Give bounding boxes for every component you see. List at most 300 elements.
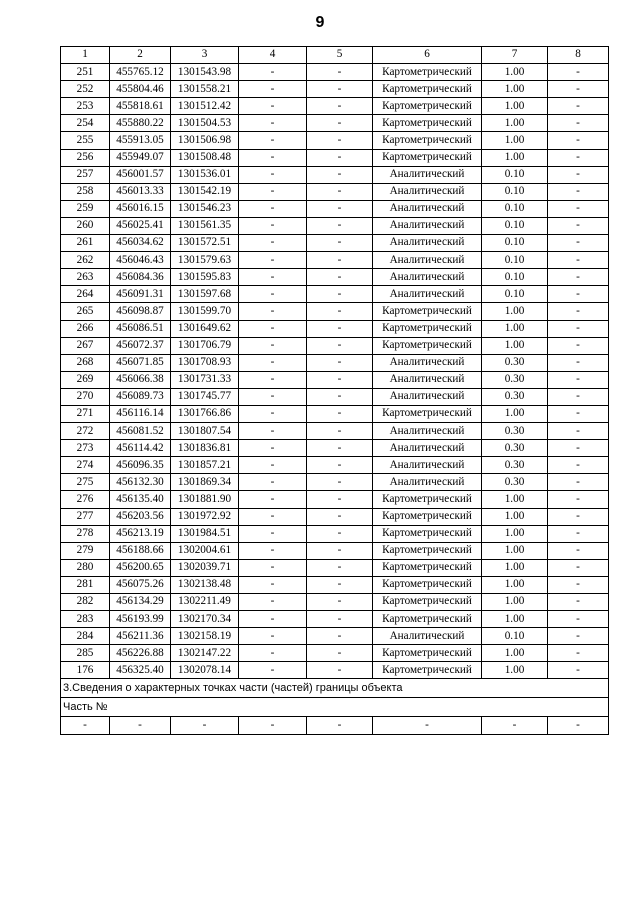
table-row (61, 576, 609, 593)
table-row (61, 559, 609, 576)
table-cell-col5: - (307, 576, 373, 593)
table-cell-col4: - (239, 662, 307, 679)
table-cell-col3: 1302138.48 (171, 576, 239, 593)
table-cell-col2: 455818.61 (110, 98, 171, 115)
coordinates-table (60, 46, 609, 735)
table-cell-col3: 1301857.21 (171, 457, 239, 474)
table-cell-col3: 1301504.53 (171, 115, 239, 132)
table-cell-col8: - (548, 542, 609, 559)
table-cell-col4: - (239, 491, 307, 508)
table-cell-col1: 267 (61, 337, 110, 354)
table-cell-col1: 258 (61, 183, 110, 200)
table-cell-col2: 456213.19 (110, 525, 171, 542)
table-cell-col7: 0.10 (482, 628, 548, 645)
table-cell-col6: Аналитический (373, 269, 482, 286)
table-cell-col3: 1301543.98 (171, 64, 239, 81)
table-cell-col3: 1302170.34 (171, 611, 239, 628)
table-cell-col1: 268 (61, 354, 110, 371)
table-cell-col3: 1301597.68 (171, 286, 239, 303)
table-cell-col3: 1302004.61 (171, 542, 239, 559)
table-row (61, 457, 609, 474)
table-cell-col5: - (307, 269, 373, 286)
table-cell-col7: 1.00 (482, 64, 548, 81)
table-cell-col2: 456134.29 (110, 594, 171, 611)
table-cell-col6: Картометрический (373, 337, 482, 354)
table-cell-col3: 1301706.79 (171, 337, 239, 354)
table-cell-col3: 1302039.71 (171, 559, 239, 576)
table-cell-col2: 456188.66 (110, 542, 171, 559)
table-cell-col4: - (239, 217, 307, 234)
table-cell-col4: - (239, 645, 307, 662)
table-cell-col2: 455765.12 (110, 64, 171, 81)
table-cell-col2: 456081.52 (110, 423, 171, 440)
table-cell-col4: - (239, 269, 307, 286)
table-cell-col8: - (548, 183, 609, 200)
empty-cell-col1: - (61, 717, 110, 734)
table-cell-col3: 1302147.22 (171, 645, 239, 662)
table-cell-col4: - (239, 388, 307, 405)
table-cell-col4: - (239, 200, 307, 217)
table-cell-col4: - (239, 559, 307, 576)
table-cell-col6: Аналитический (373, 388, 482, 405)
table-cell-col1: 265 (61, 303, 110, 320)
table-cell-col7: 1.00 (482, 594, 548, 611)
table-cell-col7: 1.00 (482, 542, 548, 559)
table-cell-col2: 456034.62 (110, 235, 171, 252)
table-row (61, 166, 609, 183)
empty-data-row (61, 717, 609, 734)
table-cell-col5: - (307, 81, 373, 98)
table-cell-col1: 285 (61, 645, 110, 662)
table-cell-col7: 0.10 (482, 217, 548, 234)
table-cell-col6: Картометрический (373, 594, 482, 611)
table-cell-col1: 259 (61, 200, 110, 217)
table-cell-col7: 1.00 (482, 115, 548, 132)
table-cell-col7: 0.30 (482, 440, 548, 457)
table-cell-col2: 456071.85 (110, 354, 171, 371)
table-cell-col3: 1301972.92 (171, 508, 239, 525)
table-cell-col2: 456072.37 (110, 337, 171, 354)
table-cell-col7: 0.30 (482, 474, 548, 491)
table-cell-col1: 251 (61, 64, 110, 81)
table-cell-col7: 1.00 (482, 491, 548, 508)
table-cell-col2: 456096.35 (110, 457, 171, 474)
table-cell-col5: - (307, 371, 373, 388)
table-cell-col1: 260 (61, 217, 110, 234)
table-cell-col1: 276 (61, 491, 110, 508)
table-cell-col3: 1301731.33 (171, 371, 239, 388)
section3-heading: 3.Сведения о характерных точках части (частей) границы объекта (61, 679, 609, 698)
table-cell-col3: 1301599.70 (171, 303, 239, 320)
table-cell-col4: - (239, 320, 307, 337)
table-cell-col2: 456211.36 (110, 628, 171, 645)
table-cell-col4: - (239, 440, 307, 457)
table-cell-col6: Аналитический (373, 474, 482, 491)
table-cell-col8: - (548, 354, 609, 371)
table-cell-col7: 1.00 (482, 405, 548, 422)
table-cell-col6: Аналитический (373, 628, 482, 645)
table-cell-col1: 252 (61, 81, 110, 98)
table-cell-col6: Картометрический (373, 508, 482, 525)
table-cell-col6: Картометрический (373, 149, 482, 166)
table-row (61, 303, 609, 320)
table-cell-col6: Картометрический (373, 525, 482, 542)
table-cell-col8: - (548, 98, 609, 115)
table-cell-col7: 0.10 (482, 183, 548, 200)
table-cell-col1: 270 (61, 388, 110, 405)
table-cell-col4: - (239, 98, 307, 115)
table-cell-col1: 254 (61, 115, 110, 132)
table-cell-col5: - (307, 388, 373, 405)
table-cell-col5: - (307, 337, 373, 354)
table-cell-col4: - (239, 405, 307, 422)
table-cell-col1: 272 (61, 423, 110, 440)
table-cell-col4: - (239, 457, 307, 474)
table-cell-col6: Картометрический (373, 64, 482, 81)
table-cell-col8: - (548, 149, 609, 166)
table-cell-col1: 256 (61, 149, 110, 166)
table-cell-col4: - (239, 149, 307, 166)
table-cell-col2: 456193.99 (110, 611, 171, 628)
table-cell-col8: - (548, 166, 609, 183)
column-header-3: 3 (171, 47, 239, 64)
table-cell-col4: - (239, 594, 307, 611)
part-label-row (61, 698, 609, 717)
table-cell-col4: - (239, 525, 307, 542)
table-cell-col7: 0.10 (482, 235, 548, 252)
empty-cell-col6: - (373, 717, 482, 734)
table-cell-col8: - (548, 594, 609, 611)
table-cell-col1: 263 (61, 269, 110, 286)
table-cell-col7: 1.00 (482, 559, 548, 576)
table-cell-col5: - (307, 303, 373, 320)
table-cell-col5: - (307, 166, 373, 183)
table-cell-col1: 282 (61, 594, 110, 611)
table-cell-col6: Аналитический (373, 166, 482, 183)
table-cell-col2: 456325.40 (110, 662, 171, 679)
table-row (61, 235, 609, 252)
table-cell-col5: - (307, 559, 373, 576)
table-cell-col1: 284 (61, 628, 110, 645)
table-cell-col5: - (307, 217, 373, 234)
table-cell-col5: - (307, 525, 373, 542)
table-row (61, 423, 609, 440)
table-cell-col3: 1301836.81 (171, 440, 239, 457)
table-cell-col8: - (548, 559, 609, 576)
table-cell-col4: - (239, 371, 307, 388)
table-cell-col5: - (307, 235, 373, 252)
table-cell-col2: 455804.46 (110, 81, 171, 98)
table-cell-col3: 1301572.51 (171, 235, 239, 252)
table-cell-col5: - (307, 662, 373, 679)
page-number: 9 (315, 14, 325, 31)
table-cell-col3: 1301807.54 (171, 423, 239, 440)
table-cell-col3: 1301766.86 (171, 405, 239, 422)
table-cell-col7: 0.30 (482, 388, 548, 405)
empty-cell-col8: - (548, 717, 609, 734)
table-cell-col6: Аналитический (373, 354, 482, 371)
table-row (61, 388, 609, 405)
table-cell-col6: Картометрический (373, 81, 482, 98)
table-cell-col8: - (548, 269, 609, 286)
table-row (61, 64, 609, 81)
table-cell-col7: 1.00 (482, 320, 548, 337)
table-row (61, 405, 609, 422)
empty-cell-col7: - (482, 717, 548, 734)
table-cell-col6: Аналитический (373, 423, 482, 440)
table-cell-col4: - (239, 354, 307, 371)
table-cell-col2: 456135.40 (110, 491, 171, 508)
table-cell-col6: Картометрический (373, 115, 482, 132)
table-cell-col5: - (307, 405, 373, 422)
column-header-4: 4 (239, 47, 307, 64)
table-cell-col3: 1301745.77 (171, 388, 239, 405)
table-cell-col7: 1.00 (482, 303, 548, 320)
column-header-6: 6 (373, 47, 482, 64)
table-cell-col8: - (548, 115, 609, 132)
table-cell-col6: Картометрический (373, 645, 482, 662)
table-cell-col6: Картометрический (373, 662, 482, 679)
table-cell-col8: - (548, 337, 609, 354)
table-cell-col6: Аналитический (373, 440, 482, 457)
table-cell-col8: - (548, 64, 609, 81)
table-cell-col4: - (239, 286, 307, 303)
table-cell-col2: 456116.14 (110, 405, 171, 422)
table-cell-col6: Картометрический (373, 559, 482, 576)
table-cell-col3: 1301595.83 (171, 269, 239, 286)
table-cell-col5: - (307, 457, 373, 474)
table-cell-col5: - (307, 440, 373, 457)
table-cell-col1: 262 (61, 252, 110, 269)
table-row (61, 645, 609, 662)
table-cell-col5: - (307, 200, 373, 217)
table-cell-col7: 0.30 (482, 371, 548, 388)
table-cell-col8: - (548, 303, 609, 320)
table-cell-col3: 1301508.48 (171, 149, 239, 166)
table-cell-col4: - (239, 166, 307, 183)
table-cell-col1: 275 (61, 474, 110, 491)
empty-cell-col3: - (171, 717, 239, 734)
table-cell-col2: 456132.30 (110, 474, 171, 491)
table-cell-col8: - (548, 81, 609, 98)
table-cell-col7: 1.00 (482, 508, 548, 525)
table-row (61, 354, 609, 371)
table-cell-col4: - (239, 542, 307, 559)
table-cell-col6: Аналитический (373, 183, 482, 200)
table-row (61, 508, 609, 525)
table-cell-col8: - (548, 252, 609, 269)
table-cell-col4: - (239, 628, 307, 645)
table-cell-col1: 279 (61, 542, 110, 559)
table-cell-col8: - (548, 371, 609, 388)
table-cell-col7: 1.00 (482, 576, 548, 593)
table-cell-col5: - (307, 474, 373, 491)
table-cell-col7: 0.30 (482, 457, 548, 474)
table-cell-col7: 1.00 (482, 525, 548, 542)
table-cell-col5: - (307, 594, 373, 611)
table-cell-col3: 1301506.98 (171, 132, 239, 149)
table-row (61, 217, 609, 234)
table-cell-col4: - (239, 64, 307, 81)
table-cell-col2: 456226.88 (110, 645, 171, 662)
table-cell-col7: 1.00 (482, 132, 548, 149)
table-cell-col7: 0.30 (482, 423, 548, 440)
table-row (61, 200, 609, 217)
table-row (61, 474, 609, 491)
table-cell-col1: 274 (61, 457, 110, 474)
table-cell-col1: 257 (61, 166, 110, 183)
table-cell-col1: 266 (61, 320, 110, 337)
table-cell-col4: - (239, 576, 307, 593)
table-cell-col2: 456046.43 (110, 252, 171, 269)
table-cell-col7: 0.10 (482, 269, 548, 286)
table-cell-col8: - (548, 645, 609, 662)
table-cell-col6: Картометрический (373, 542, 482, 559)
table-cell-col5: - (307, 645, 373, 662)
table-cell-col2: 456025.41 (110, 217, 171, 234)
table-cell-col4: - (239, 183, 307, 200)
table-row (61, 611, 609, 628)
table-cell-col1: 269 (61, 371, 110, 388)
table-row (61, 594, 609, 611)
table-cell-col1: 283 (61, 611, 110, 628)
table-cell-col5: - (307, 628, 373, 645)
table-cell-col7: 1.00 (482, 662, 548, 679)
table-cell-col1: 281 (61, 576, 110, 593)
table-row (61, 252, 609, 269)
table-cell-col8: - (548, 132, 609, 149)
table-row (61, 149, 609, 166)
table-cell-col5: - (307, 542, 373, 559)
table-cell-col5: - (307, 183, 373, 200)
table-cell-col8: - (548, 320, 609, 337)
table-cell-col2: 456091.31 (110, 286, 171, 303)
table-cell-col4: - (239, 611, 307, 628)
table-row (61, 440, 609, 457)
table-cell-col5: - (307, 508, 373, 525)
table-cell-col2: 456084.36 (110, 269, 171, 286)
table-cell-col2: 456016.15 (110, 200, 171, 217)
table-cell-col5: - (307, 149, 373, 166)
table-cell-col6: Картометрический (373, 576, 482, 593)
table-cell-col8: - (548, 235, 609, 252)
table-cell-col5: - (307, 115, 373, 132)
table-cell-col6: Аналитический (373, 235, 482, 252)
column-header-1: 1 (61, 47, 110, 64)
table-row (61, 286, 609, 303)
table-cell-col5: - (307, 286, 373, 303)
table-cell-col8: - (548, 423, 609, 440)
empty-cell-col4: - (239, 717, 307, 734)
table-cell-col7: 0.10 (482, 286, 548, 303)
table-cell-col2: 456114.42 (110, 440, 171, 457)
table-cell-col6: Картометрический (373, 611, 482, 628)
table-cell-col1: 277 (61, 508, 110, 525)
table-cell-col7: 0.30 (482, 354, 548, 371)
table-cell-col6: Картометрический (373, 405, 482, 422)
table-cell-col8: - (548, 405, 609, 422)
table-cell-col4: - (239, 423, 307, 440)
table-cell-col8: - (548, 508, 609, 525)
table-cell-col7: 1.00 (482, 337, 548, 354)
table-cell-col7: 0.10 (482, 166, 548, 183)
table-cell-col2: 456098.87 (110, 303, 171, 320)
empty-cell-col2: - (110, 717, 171, 734)
table-cell-col8: - (548, 576, 609, 593)
table-row (61, 337, 609, 354)
table-cell-col8: - (548, 611, 609, 628)
table-cell-col6: Аналитический (373, 286, 482, 303)
table-cell-col3: 1301558.21 (171, 81, 239, 98)
table-cell-col8: - (548, 457, 609, 474)
table-cell-col3: 1301579.63 (171, 252, 239, 269)
table-cell-col4: - (239, 115, 307, 132)
table-cell-col7: 1.00 (482, 81, 548, 98)
table-cell-col3: 1302078.14 (171, 662, 239, 679)
table-cell-col7: 1.00 (482, 611, 548, 628)
section3-heading-row (61, 679, 609, 698)
table-cell-col7: 1.00 (482, 98, 548, 115)
table-cell-col8: - (548, 440, 609, 457)
table-cell-col1: 278 (61, 525, 110, 542)
table-cell-col1: 255 (61, 132, 110, 149)
table-cell-col4: - (239, 235, 307, 252)
table-row (61, 320, 609, 337)
table-row (61, 628, 609, 645)
table-cell-col8: - (548, 217, 609, 234)
table-cell-col3: 1301512.42 (171, 98, 239, 115)
table-cell-col4: - (239, 252, 307, 269)
table-cell-col1: 176 (61, 662, 110, 679)
table-cell-col3: 1301561.35 (171, 217, 239, 234)
column-header-5: 5 (307, 47, 373, 64)
table-cell-col2: 455949.07 (110, 149, 171, 166)
table-cell-col2: 456089.73 (110, 388, 171, 405)
table-cell-col5: - (307, 252, 373, 269)
table-cell-col8: - (548, 491, 609, 508)
table-cell-col4: - (239, 81, 307, 98)
table-cell-col1: 261 (61, 235, 110, 252)
table-cell-col3: 1301649.62 (171, 320, 239, 337)
table-cell-col6: Аналитический (373, 252, 482, 269)
table-row (61, 525, 609, 542)
table-cell-col5: - (307, 423, 373, 440)
table-cell-col3: 1301542.19 (171, 183, 239, 200)
table-row (61, 542, 609, 559)
table-cell-col6: Аналитический (373, 217, 482, 234)
table-row (61, 269, 609, 286)
table-cell-col4: - (239, 474, 307, 491)
table-cell-col3: 1301881.90 (171, 491, 239, 508)
table-cell-col2: 456075.26 (110, 576, 171, 593)
table-cell-col1: 273 (61, 440, 110, 457)
table-cell-col3: 1301708.93 (171, 354, 239, 371)
table-cell-col3: 1302158.19 (171, 628, 239, 645)
table-row (61, 183, 609, 200)
table-cell-col6: Аналитический (373, 200, 482, 217)
table-cell-col4: - (239, 508, 307, 525)
table-header-row (61, 47, 609, 64)
table-cell-col8: - (548, 200, 609, 217)
table-row (61, 115, 609, 132)
table-cell-col2: 455913.05 (110, 132, 171, 149)
table-cell-col3: 1301536.01 (171, 166, 239, 183)
table-cell-col3: 1301869.34 (171, 474, 239, 491)
table-cell-col8: - (548, 474, 609, 491)
table-cell-col8: - (548, 628, 609, 645)
table-cell-col5: - (307, 611, 373, 628)
table-cell-col4: - (239, 337, 307, 354)
